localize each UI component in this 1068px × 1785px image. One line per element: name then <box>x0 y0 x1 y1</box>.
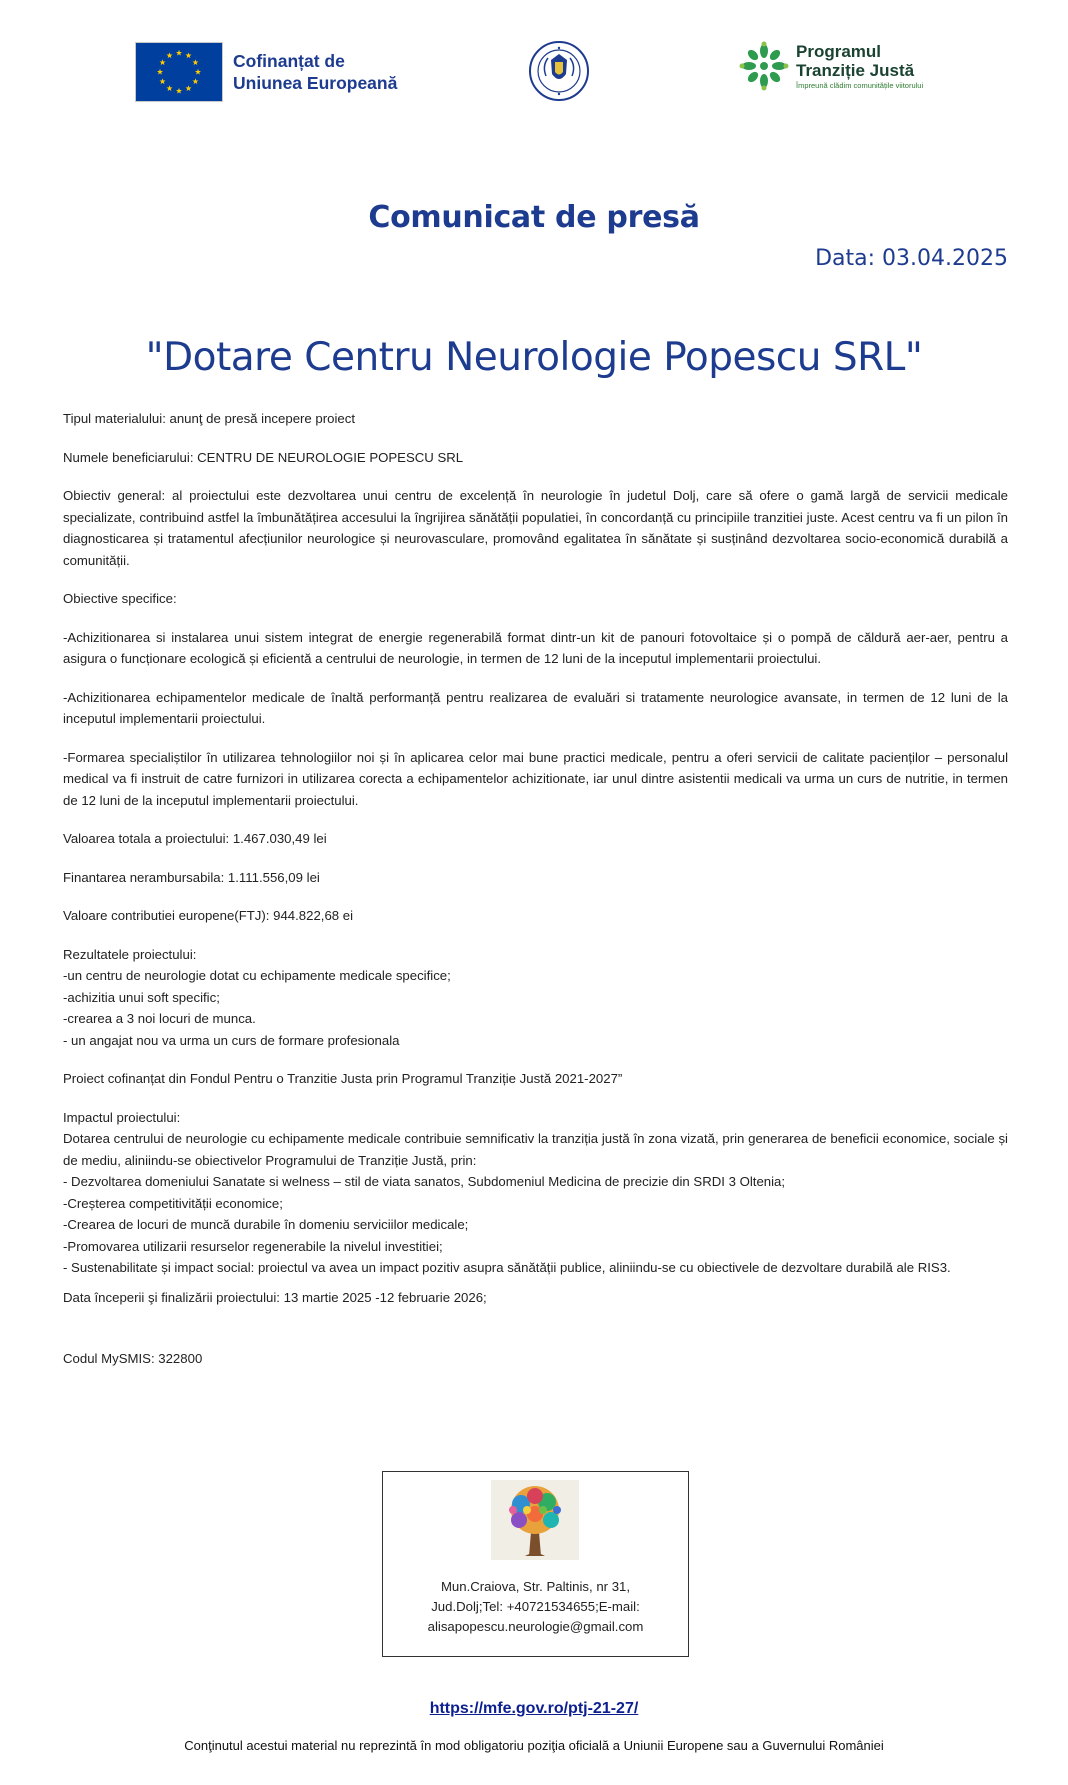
total-project-value: Valoarea totala a proiectului: 1.467.030,49 lei <box>63 831 327 846</box>
eu-star-icon <box>192 78 198 84</box>
impact-item: -Creșterea competitivității economice; <box>63 1195 283 1211</box>
ptj-tagline: Împreună clădim comunitățile viitorului <box>796 80 924 90</box>
eu-star-icon <box>157 69 163 75</box>
results-heading: Rezultatele proiectului: <box>63 946 197 962</box>
specific-objective-1: -Achizitionarea si instalarea unui sistem integrat de energie regenerabilă format dintr-un kit de panouri fotovoltaice și o pompă de căldură aer-aer, pentru a asigura o funcționare ecologică și eficientă a centrului de neurologie, in termen de 12 luni de la inceputul implementarii proiectului. <box>63 629 1008 666</box>
eu-disclaimer: Conţinutul acestui material nu reprezintă în mod obligatoriu poziţia oficială a Uniunii Europene sau a Guvernului României <box>184 1738 884 1753</box>
press-release-body <box>63 408 1008 1387</box>
program-website-link[interactable]: https://mfe.gov.ro/ptj-21-27/ <box>429 1700 639 1717</box>
eu-star-icon <box>185 85 191 91</box>
ptj-program-logo <box>738 40 923 92</box>
impact-item: - Dezvoltarea domeniului Sanatate si welness – stil de viata sanatos, Subdomeniul Medicina de precizie din SRDI 3 Oltenia; <box>63 1174 786 1189</box>
project-dates: Data începerii şi finalizării proiectului: 13 martie 2025 -12 februarie 2026; <box>63 1289 487 1305</box>
result-item: - un angajat nou va urma un curs de formare profesionala <box>63 1032 400 1048</box>
result-item: -un centru de neurologie dotat cu echipamente medicale specifice; <box>63 968 451 983</box>
ptj-text <box>796 42 923 91</box>
contact-address: Mun.Craiova, Str. Paltinis, nr 31, <box>440 1579 631 1594</box>
material-type: Tipul materialului: anunţ de presă incepere proiect <box>63 411 355 426</box>
eu-line-2: Uniunea Europeană <box>233 73 398 93</box>
contact-details <box>383 1577 688 1637</box>
ptj-flower-icon <box>738 40 790 92</box>
impact-heading: Impactul proiectului: <box>63 1109 181 1125</box>
eu-star-icon <box>195 69 201 75</box>
specific-objective-2: -Achizitionarea echipamentelor medicale de înaltă performanță pentru realizarea de evaluări si tratamente neurologice avansate, in termen de 12 luni de la inceputul implementarii proiectului. <box>63 689 1008 726</box>
impact-item: -Promovarea utilizarii resurselor regenerabile la nivelul investitiei; <box>63 1238 443 1254</box>
eu-cofinance-text <box>233 50 397 94</box>
result-item: -achizitia unui soft specific; <box>63 989 220 1005</box>
specific-objective-3: -Formarea specialiștilor în utilizarea tehnologiilor noi și în aplicarea celor mai bune practici medicale, pentru a oferi servicii de calitate pacienților – personalul medical va fi instruit de catre furnizori in utilizarea corecta a echipamentelor achizitionate, iar unul dintre asistentii medicali va urma un curs de nutritie, in termen de 12 luni de la inceputul implementarii proiectului. <box>63 749 1008 808</box>
eu-star-icon <box>166 52 172 58</box>
cofinance-statement: Proiect cofinanțat din Fondul Pentru o Tranzitie Justa prin Programul Tranziție Justă 2021-2027” <box>63 1071 623 1086</box>
government-of-romania-emblem-icon <box>528 40 590 102</box>
general-objective: Obiectiv general: al proiectului este dezvoltarea unui centru de excelență în neurologie în judetul Dolj, care să ofere o gamă largă de servicii medicale specializate, contribuind astfel la îmbunătățirea accesului la îngrijirea sănătății populatiei, în concordanță cu principiile tranzitiei juste. Acest centru va fi un pilon în diagnosticarea și tratamentul afecțiunilor neurologice și neurovasculare, promovând egalitatea în sănătate și susținând dezvoltarea socio-economică durabilă a comunității. <box>63 488 1008 568</box>
eu-star-icon <box>176 88 182 94</box>
project-results <box>63 944 1008 1052</box>
project-title: "Dotare Centru Neurologie Popescu SRL" <box>145 335 923 380</box>
eu-cofinance-logo <box>135 42 397 102</box>
eu-star-icon <box>192 59 198 65</box>
ptj-line-1: Programul <box>796 41 882 61</box>
eu-star-icon <box>185 52 191 58</box>
eu-star-icon <box>166 85 172 91</box>
nonrefundable-funding: Finantarea nerambursabila: 1.111.556,09 lei <box>63 869 320 885</box>
impact-item: -Crearea de locuri de muncă durabile în domeniu serviciilor medicale; <box>63 1217 469 1232</box>
impact-intro: Dotarea centrului de neurologie cu echipamente medicale contribuie semnificativ la tranziția justă în zona vizată, prin generarea de beneficii economice, sociale și de mediu, aliniindu-se obiectivelor Programului de Tranziție Justă, prin: <box>63 1131 1008 1168</box>
eu-line-1: Cofinanțat de <box>233 51 345 71</box>
contact-email[interactable]: alisapopescu.neurologie@gmail.com <box>427 1619 644 1634</box>
eu-contribution-value: Valoare contributiei europene(FTJ): 944.822,68 ei <box>63 908 354 923</box>
result-item: -crearea a 3 noi locuri de munca. <box>63 1011 256 1026</box>
press-release-heading: Comunicat de presă <box>368 200 700 235</box>
impact-item: - Sustenabilitate și impact social: proiectul va avea un impact pozitiv asupra sănătății publice, aliniindu-se cu obiectivele de dezvoltare durabilă ale RIS3. <box>63 1260 951 1275</box>
contact-phone: Jud.Dolj;Tel: +40721534655;E-mail: <box>431 1599 640 1614</box>
logo-header <box>0 40 1068 110</box>
eu-star-icon <box>160 59 166 65</box>
beneficiary-name: Numele beneficiarului: CENTRU DE NEUROLOGIE POPESCU SRL <box>63 449 464 465</box>
ptj-line-2: Tranziție Justă <box>796 60 915 80</box>
release-date: Data: 03.04.2025 <box>815 246 1008 271</box>
brain-tree-logo-icon <box>491 1480 579 1560</box>
mysmis-code: Codul MySMIS: 322800 <box>63 1351 203 1366</box>
eu-star-icon <box>176 50 182 56</box>
project-impact <box>63 1107 1008 1279</box>
eu-flag-icon <box>135 42 223 102</box>
contact-box <box>382 1471 689 1657</box>
specific-objectives-heading: Obiective specifice: <box>63 591 177 606</box>
eu-star-icon <box>160 78 166 84</box>
